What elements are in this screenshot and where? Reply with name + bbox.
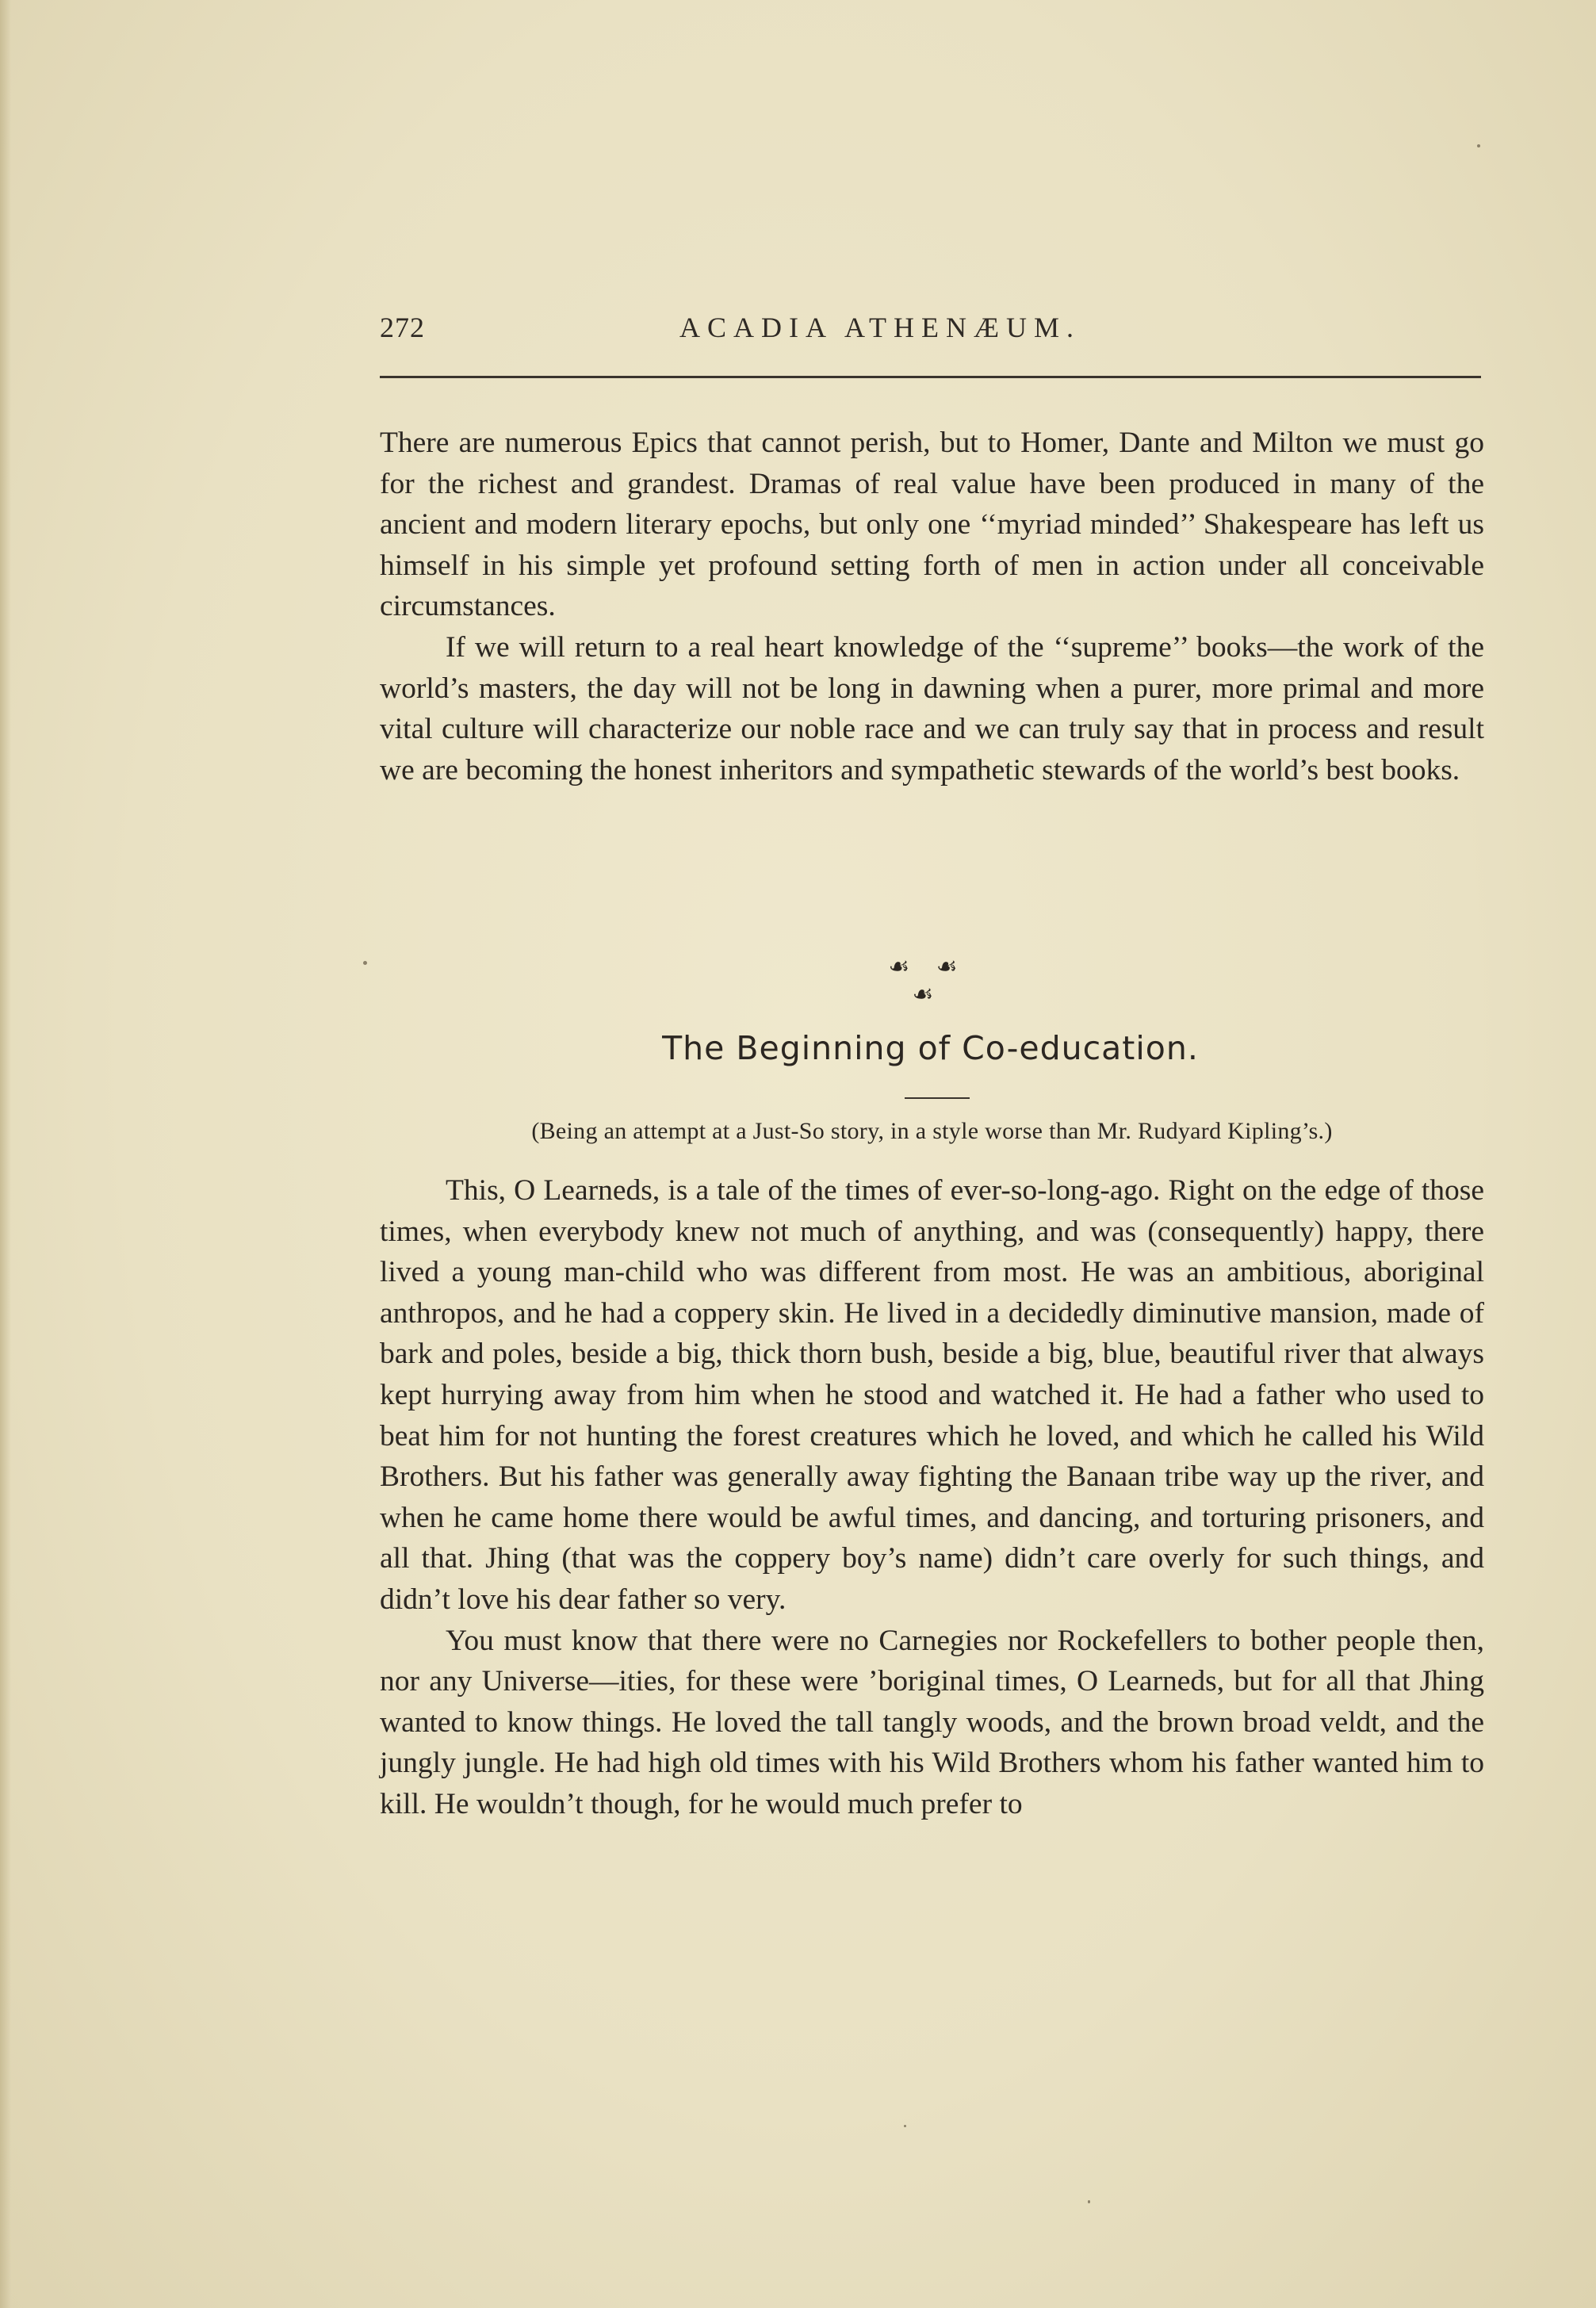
paragraph: If we will return to a real heart knowledge of the ‘‘supreme’’ books—the work of the world’s masters, the day will not be long in dawning when a purer, more primal and more vital culture will characterize our noble race and we can truly say that in process and result we are becoming the honest inheritors and sympathetic stewards of the world’s best books. [380,630,1484,787]
header-rule [380,376,1481,378]
paper-speck [363,961,367,965]
paragraph: You must know that there were no Carnegies nor Rockefellers to bother people then, nor any Universe—ities, for these were ’boriginal times, O Learneds, but for all that Jhing wanted to know things. He loved the tall tangly woods, and the brown broad veldt, and the jungly jungle. He had high old times with his Wild Brothers whom his father wanted him to kill. He wouldn’t though, for he would much prefer to [380,1624,1484,1820]
running-head [380,311,1481,352]
article-body [380,1170,1484,1825]
paper-speck [904,2125,906,2127]
title-rule [905,1097,970,1099]
section-ornament: ☙ ☙ ☙ [888,953,967,1009]
article-title: The Beginning of Co-education. [662,1029,1199,1067]
journal-title: ACADIA ATHENÆUM. [679,312,1081,343]
essay-conclusion [380,423,1484,790]
paragraph: This, O Learneds, is a tale of the times of ever-so-long-ago. Right on the edge of those times, when everybody knew not much of anything, and was (consequently) happy, there lived a young man-child who was different from most. He was an ambitious, aboriginal anthropos, and he had a coppery skin. He lived in a decidedly diminutive mansion, made of bark and poles, beside a big, thick thorn bush, beside a big, blue, beautiful river that always kept hurrying away from him when he stood and watched it. He had a father who used to beat him for not hunting the forest creatures which he loved, and which he called his Wild Brothers. But his father was generally away fighting the Banaan tribe way up the river, and when he came home there would be awful times, and dancing, and torturing prisoners, and all that. Jhing (that was the coppery boy’s name) didn’t care overly for such things, and didn’t love his dear father so very. [380,1174,1484,1616]
paper-speck [1088,2200,1090,2203]
paragraph: There are numerous Epics that cannot perish, but to Homer, Dante and Milton we must go for the richest and grandest. Dramas of real value have been produced in many of the ancient and modern literary epochs, but only one ‘‘myriad minded’’ Shakespeare has left us himself in his simple yet profound setting forth of men in action under all conceivable circumstances. [380,427,1484,623]
paper-speck [1477,144,1480,147]
article-subtitle: (Being an attempt at a Just-So story, in a style worse than Mr. Rudyard Kipling’s.) [531,1118,1333,1144]
page-number: 272 [380,312,425,343]
